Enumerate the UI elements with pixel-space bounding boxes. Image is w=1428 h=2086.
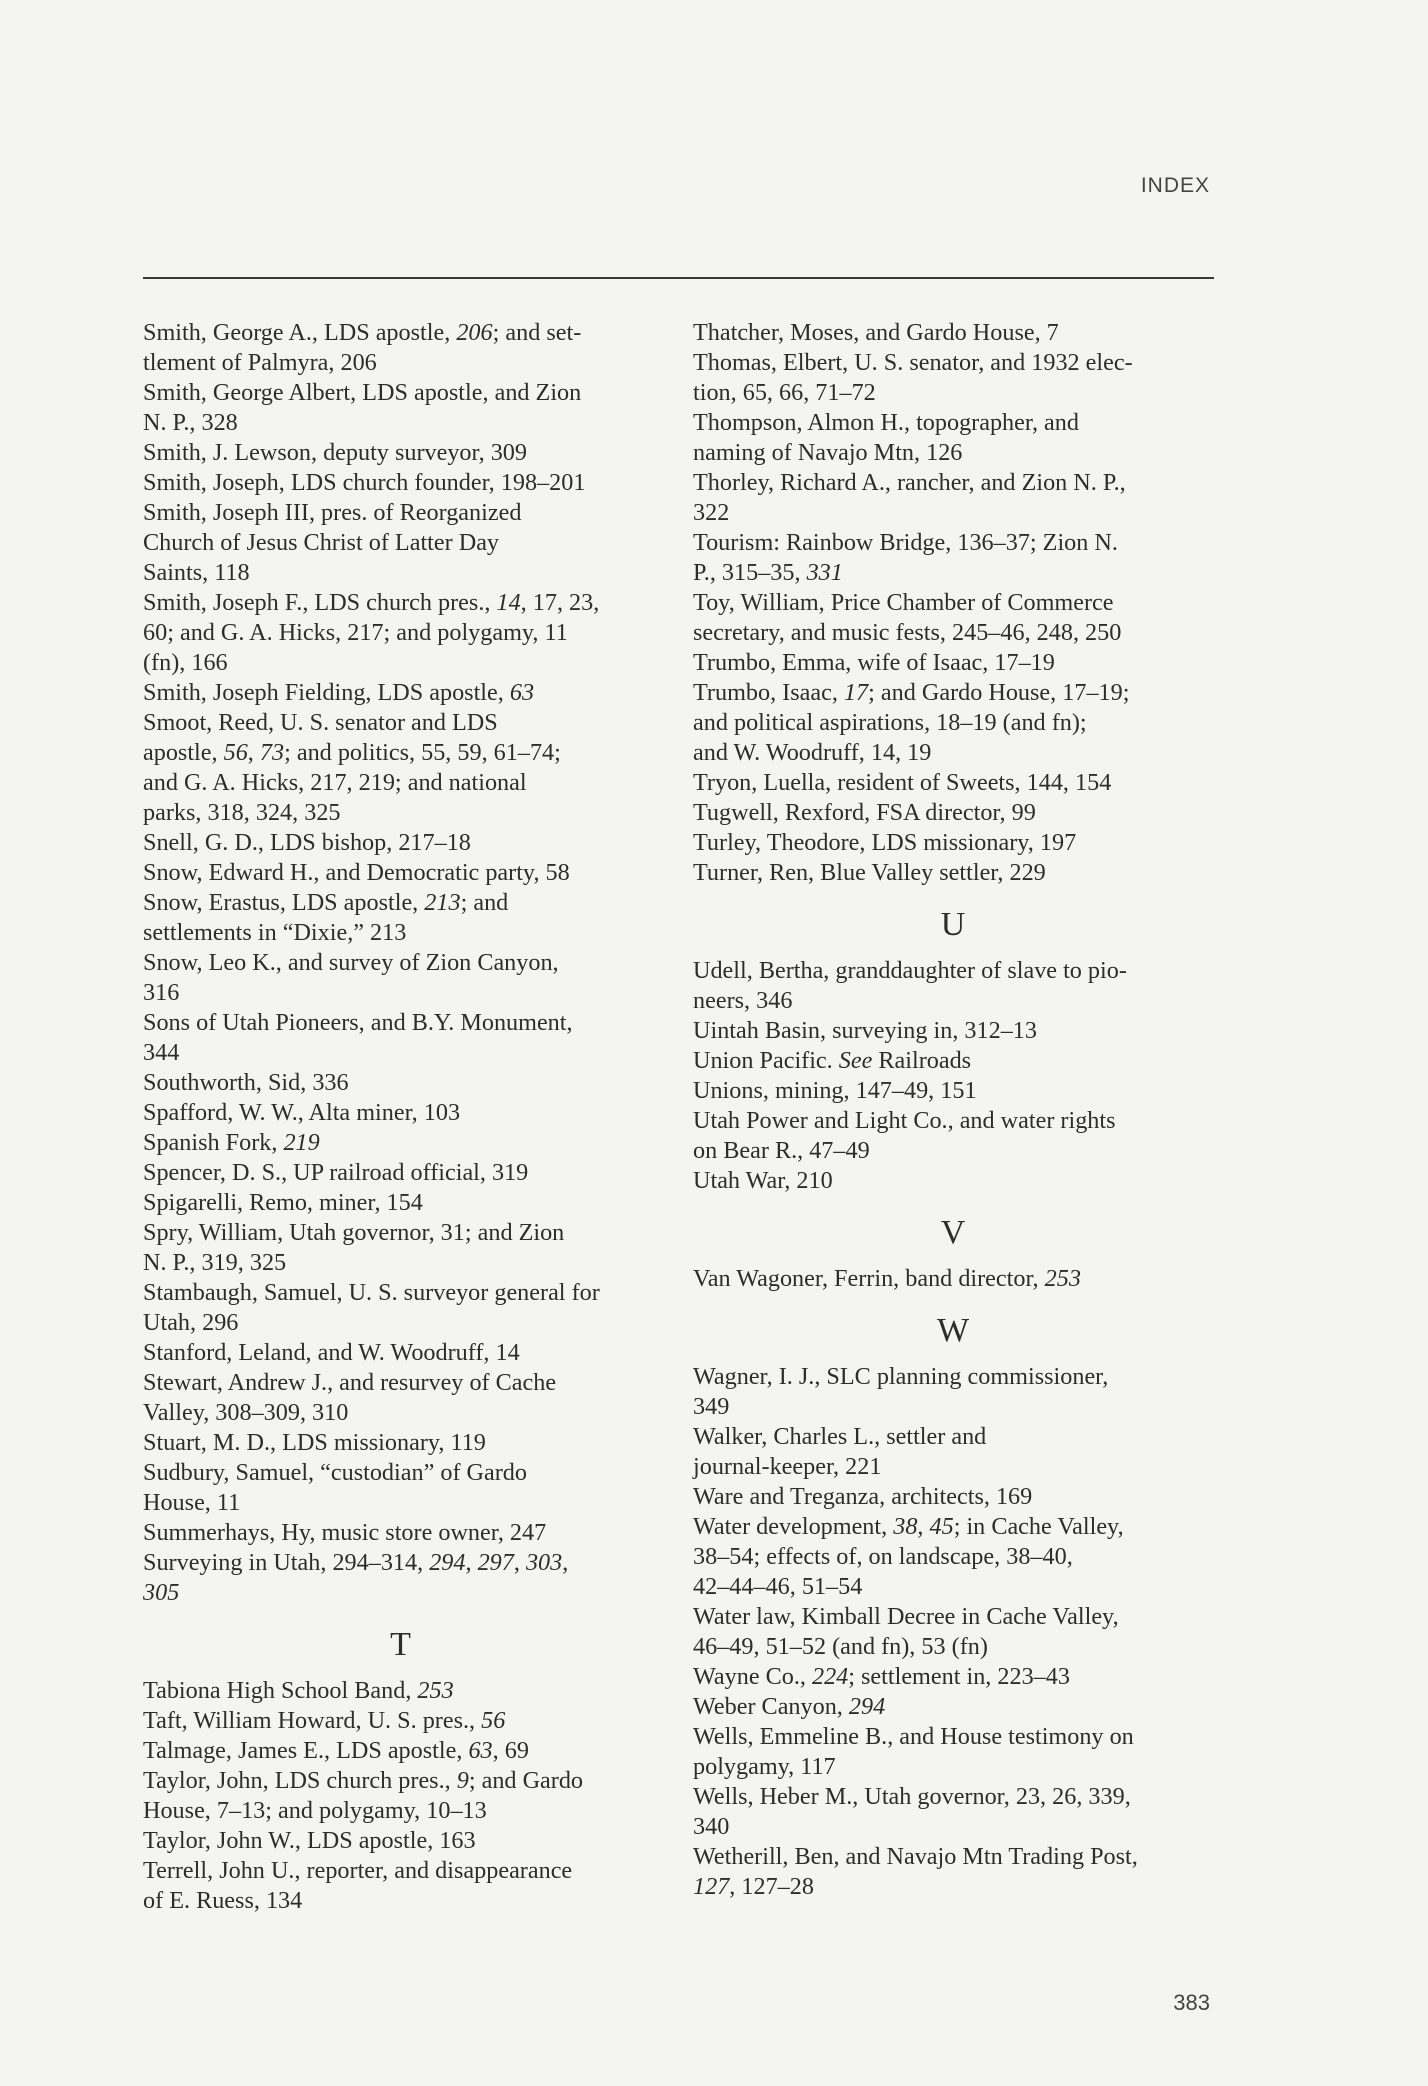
index-entry: [693, 956, 1213, 1016]
index-entry-line: Church of Jesus Christ of Latter Day: [143, 529, 500, 556]
index-entry-line: Wells, Emmeline B., and House testimony on: [693, 1723, 1134, 1750]
index-entry-line: Toy, William, Price Chamber of Commerce: [693, 589, 1114, 616]
index-entry-line: House, 11: [143, 1489, 241, 1516]
index-entry-line: Wayne Co., 224; settlement in, 223–43: [693, 1663, 1070, 1690]
index-entry: [143, 678, 658, 708]
index-entry: [143, 438, 658, 468]
index-entry: [143, 828, 658, 858]
index-entry-line: Snell, G. D., LDS bishop, 217–18: [143, 829, 471, 856]
index-entry-line: of E. Ruess, 134: [143, 1887, 303, 1914]
index-entry: [143, 1098, 658, 1128]
index-entry-line: Snow, Edward H., and Democratic party, 58: [143, 859, 570, 886]
index-entry: [693, 1482, 1213, 1512]
index-entry-line: Stambaugh, Samuel, U. S. surveyor general for: [143, 1279, 600, 1306]
index-entry: [693, 1602, 1213, 1662]
index-entry-line: Smoot, Reed, U. S. senator and LDS: [143, 709, 498, 736]
index-entry-line: 42–44–46, 51–54: [693, 1573, 863, 1600]
index-entry-line: Smith, George A., LDS apostle, 206; and set-: [143, 319, 582, 346]
index-entry-line: tlement of Palmyra, 206: [143, 349, 377, 376]
index-entry: [693, 828, 1213, 858]
index-entry-line: Sudbury, Samuel, “custodian” of Gardo: [143, 1459, 527, 1486]
index-entry-line: Tabiona High School Band, 253: [143, 1677, 454, 1704]
index-entry: [143, 888, 658, 948]
index-entry-line: 60; and G. A. Hicks, 217; and polygamy, 11: [143, 619, 568, 646]
index-column-right: [693, 318, 1213, 1902]
index-entry-line: Smith, J. Lewson, deputy surveyor, 309: [143, 439, 527, 466]
index-entry: [693, 1422, 1213, 1482]
index-entry: [143, 1368, 658, 1428]
index-entry: [143, 1428, 658, 1458]
running-head: INDEX: [1140, 174, 1210, 197]
index-entry-line: Ware and Treganza, architects, 169: [693, 1483, 1033, 1510]
section-letter: W: [936, 1312, 970, 1349]
index-entry-line: Udell, Bertha, granddaughter of slave to pio-: [693, 957, 1127, 984]
index-entry-line: Valley, 308–309, 310: [143, 1399, 349, 1426]
index-entry-line: and political aspirations, 18–19 (and fn);: [693, 709, 1087, 736]
index-entry-line: Spafford, W. W., Alta miner, 103: [143, 1099, 461, 1126]
index-entry: [693, 1046, 1213, 1076]
index-entry-line: settlements in “Dixie,” 213: [143, 919, 407, 946]
index-entry-line: 340: [693, 1813, 730, 1840]
index-entry-line: Wagner, I. J., SLC planning commissioner,: [693, 1363, 1109, 1390]
index-entry-line: Wetherill, Ben, and Navajo Mtn Trading Post,: [693, 1843, 1138, 1870]
index-entry-line: naming of Navajo Mtn, 126: [693, 439, 963, 466]
index-entry-line: Weber Canyon, 294: [693, 1693, 886, 1720]
index-entry: [143, 378, 658, 438]
index-entry-line: 38–54; effects of, on landscape, 38–40,: [693, 1543, 1073, 1570]
index-column-left: [143, 318, 658, 1916]
index-entry-line: Surveying in Utah, 294–314, 294, 297, 303,: [143, 1549, 569, 1576]
index-entry: [693, 1106, 1213, 1166]
index-entry: [693, 318, 1213, 348]
index-entry-line: Utah, 296: [143, 1309, 239, 1336]
index-entry: [143, 1458, 658, 1518]
index-entry-line: Tugwell, Rexford, FSA director, 99: [693, 799, 1036, 826]
index-entry-line: on Bear R., 47–49: [693, 1137, 870, 1164]
index-entry: [143, 1068, 658, 1098]
index-entry: [693, 1016, 1213, 1046]
index-entry-line: Water law, Kimball Decree in Cache Valley,: [693, 1603, 1119, 1630]
index-entry: [693, 768, 1213, 798]
page-number: 383: [1173, 1990, 1210, 2015]
index-entry-line: journal-keeper, 221: [693, 1453, 882, 1480]
index-entry-line: House, 7–13; and polygamy, 10–13: [143, 1797, 487, 1824]
index-entry: [143, 708, 658, 828]
index-entry: [143, 588, 658, 678]
index-entry: [143, 1856, 658, 1916]
index-entry: [143, 1218, 658, 1278]
index-entry-line: Wells, Heber M., Utah governor, 23, 26, 339,: [693, 1783, 1131, 1810]
index-entry-line: Turley, Theodore, LDS missionary, 197: [693, 829, 1077, 856]
index-entry-line: Spry, William, Utah governor, 31; and Zion: [143, 1219, 565, 1246]
index-entry: [693, 1362, 1213, 1422]
index-entry-line: Snow, Leo K., and survey of Zion Canyon,: [143, 949, 559, 976]
index-entry: [693, 1076, 1213, 1106]
index-entry: [693, 1264, 1213, 1294]
index-entry-line: tion, 65, 66, 71–72: [693, 379, 876, 406]
index-entry-line: Snow, Erastus, LDS apostle, 213; and: [143, 889, 509, 916]
header-rule: [143, 277, 1214, 279]
index-entry: [693, 648, 1213, 678]
index-entry-line: N. P., 328: [143, 409, 238, 436]
index-entry-line: P., 315–35, 331: [693, 559, 843, 586]
index-entry: [693, 528, 1213, 588]
index-entry-line: Saints, 118: [143, 559, 250, 586]
index-entry-line: Water development, 38, 45; in Cache Valley,: [693, 1513, 1124, 1540]
index-entry: [143, 1518, 658, 1548]
index-entry: [143, 1766, 658, 1826]
index-entry-line: Summerhays, Hy, music store owner, 247: [143, 1519, 547, 1546]
index-entry: [143, 948, 658, 1008]
index-entry-line: Taylor, John W., LDS apostle, 163: [143, 1827, 476, 1854]
index-entry: [143, 318, 658, 378]
index-entry-line: Smith, Joseph F., LDS church pres., 14, 17, 23,: [143, 589, 600, 616]
index-entry: [143, 1706, 658, 1736]
index-entry-line: Tryon, Luella, resident of Sweets, 144, 154: [693, 769, 1112, 796]
index-entry-line: Smith, Joseph Fielding, LDS apostle, 63: [143, 679, 535, 706]
index-entry-line: Van Wagoner, Ferrin, band director, 253: [693, 1265, 1081, 1292]
index-entry-line: and W. Woodruff, 14, 19: [693, 739, 932, 766]
index-entry-line: 305: [143, 1579, 180, 1606]
index-entry-line: Smith, Joseph III, pres. of Reorganized: [143, 499, 522, 526]
index-entry-line: Thomas, Elbert, U. S. senator, and 1932 elec-: [693, 349, 1133, 376]
index-entry: [143, 1676, 658, 1706]
index-entry-line: 127, 127–28: [693, 1873, 814, 1900]
index-entry-line: Southworth, Sid, 336: [143, 1069, 349, 1096]
index-entry: [693, 798, 1213, 828]
section-letter: V: [940, 1214, 966, 1251]
index-entry-line: 322: [693, 499, 730, 526]
index-entry-line: Smith, Joseph, LDS church founder, 198–201: [143, 469, 586, 496]
index-entry: [693, 1782, 1213, 1842]
index-entry: [143, 498, 658, 588]
index-entry: [143, 1826, 658, 1856]
index-entry: [693, 1692, 1213, 1722]
index-entry-line: Terrell, John U., reporter, and disappearance: [143, 1857, 573, 1884]
index-entry: [693, 858, 1213, 888]
index-entry-line: Walker, Charles L., settler and: [693, 1423, 987, 1450]
index-entry-line: Trumbo, Emma, wife of Isaac, 17–19: [693, 649, 1055, 676]
index-entry: [143, 1008, 658, 1068]
index-entry-line: Thompson, Almon H., topographer, and: [693, 409, 1079, 436]
index-entry-line: Trumbo, Isaac, 17; and Gardo House, 17–19;: [693, 679, 1130, 706]
index-entry: [693, 408, 1213, 468]
index-entry: [693, 588, 1213, 648]
index-entry: [693, 678, 1213, 768]
index-entry-line: Smith, George Albert, LDS apostle, and Zion: [143, 379, 582, 406]
index-entry: [143, 1548, 658, 1608]
index-entry-line: Utah War, 210: [693, 1167, 833, 1194]
index-entry-line: 344: [143, 1039, 180, 1066]
index-entry-line: parks, 318, 324, 325: [143, 799, 341, 826]
index-entry: [693, 1166, 1213, 1196]
index-entry-line: polygamy, 117: [693, 1753, 836, 1780]
index-entry: [143, 468, 658, 498]
index-entry-line: (fn), 166: [143, 649, 228, 676]
index-entry: [693, 1842, 1213, 1902]
index-entry-line: Spanish Fork, 219: [143, 1129, 320, 1156]
index-entry: [693, 348, 1213, 408]
index-entry: [693, 1662, 1213, 1692]
index-entry: [143, 858, 658, 888]
index-entry-line: Thorley, Richard A., rancher, and Zion N. P.,: [693, 469, 1126, 496]
index-entry-line: Taylor, John, LDS church pres., 9; and Gardo: [143, 1767, 584, 1794]
index-entry-line: Taft, William Howard, U. S. pres., 56: [143, 1707, 506, 1734]
index-entry: [693, 1512, 1213, 1602]
index-entry-line: Tourism: Rainbow Bridge, 136–37; Zion N.: [693, 529, 1118, 556]
index-entry-line: Uintah Basin, surveying in, 312–13: [693, 1017, 1037, 1044]
index-entry-line: Spigarelli, Remo, miner, 154: [143, 1189, 423, 1216]
index-entry: [143, 1188, 658, 1218]
index-entry: [143, 1338, 658, 1368]
index-entry-line: 349: [693, 1393, 730, 1420]
index-entry-line: N. P., 319, 325: [143, 1249, 287, 1276]
index-entry: [143, 1158, 658, 1188]
section-letter: U: [940, 906, 966, 943]
index-entry-line: Utah Power and Light Co., and water rights: [693, 1107, 1116, 1134]
index-entry-line: secretary, and music fests, 245–46, 248, 250: [693, 619, 1122, 646]
index-entry: [143, 1278, 658, 1338]
index-entry-line: Talmage, James E., LDS apostle, 63, 69: [143, 1737, 529, 1764]
index-entry: [693, 468, 1213, 528]
index-entry-line: 46–49, 51–52 (and fn), 53 (fn): [693, 1633, 988, 1660]
index-entry-line: Thatcher, Moses, and Gardo House, 7: [693, 319, 1059, 346]
index-entry-line: and G. A. Hicks, 217, 219; and national: [143, 769, 527, 796]
index-entry-line: Turner, Ren, Blue Valley settler, 229: [693, 859, 1046, 886]
index-entry-line: Stuart, M. D., LDS missionary, 119: [143, 1429, 486, 1456]
index-entry: [693, 1722, 1213, 1782]
index-entry-line: Stewart, Andrew J., and resurvey of Cache: [143, 1369, 557, 1396]
index-entry-line: Union Pacific. See Railroads: [693, 1047, 972, 1074]
index-entry-line: Sons of Utah Pioneers, and B.Y. Monument,: [143, 1009, 573, 1036]
index-entry-line: Unions, mining, 147–49, 151: [693, 1077, 977, 1104]
index-entry-line: Stanford, Leland, and W. Woodruff, 14: [143, 1339, 520, 1366]
index-entry: [143, 1128, 658, 1158]
index-entry: [143, 1736, 658, 1766]
index-entry-line: 316: [143, 979, 180, 1006]
index-entry-line: neers, 346: [693, 987, 793, 1014]
index-entry-line: Spencer, D. S., UP railroad official, 319: [143, 1159, 529, 1186]
section-letter: T: [390, 1626, 411, 1663]
index-entry-line: apostle, 56, 73; and politics, 55, 59, 61–74;: [143, 739, 561, 766]
